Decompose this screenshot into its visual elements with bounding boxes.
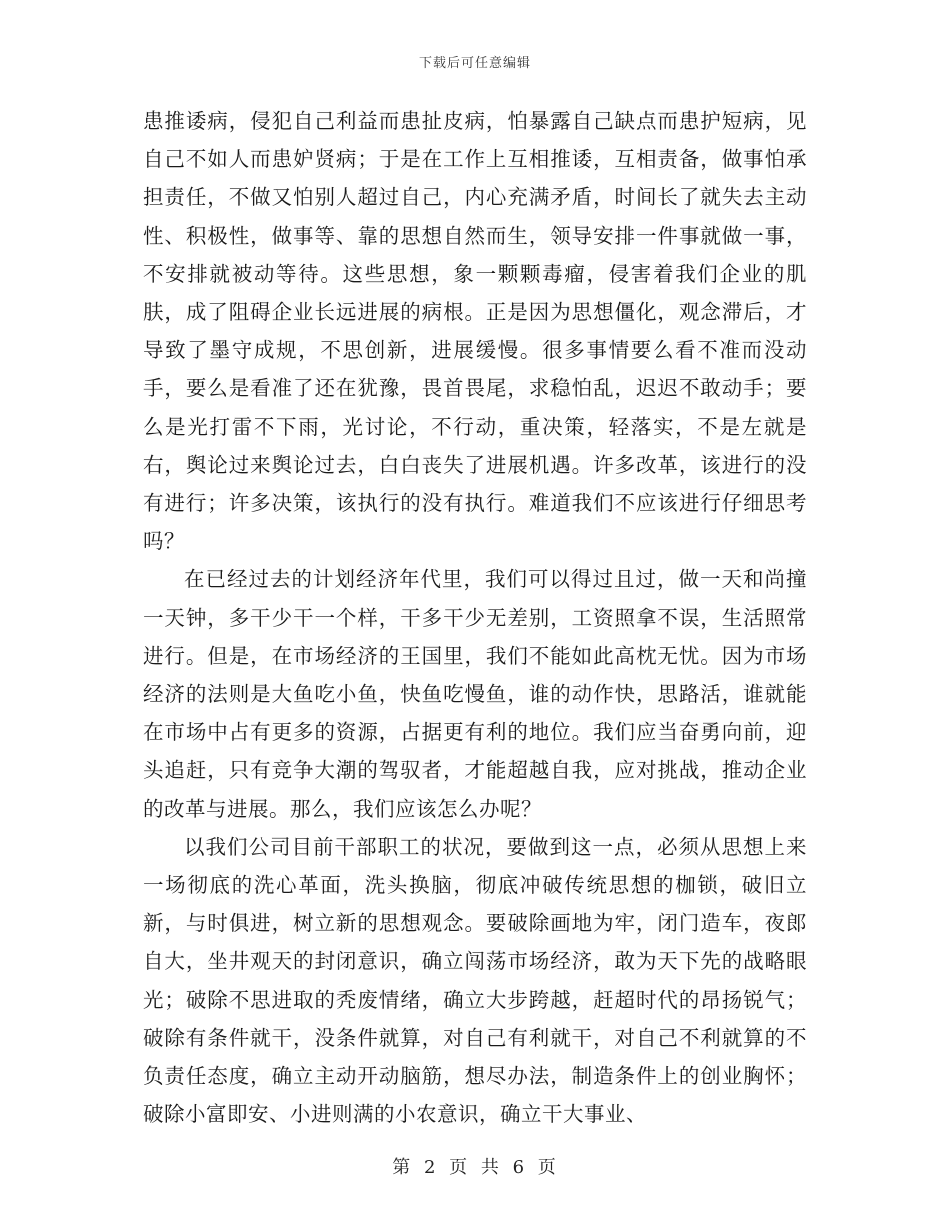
document-body xyxy=(143,102,807,1133)
footer-prefix: 第 xyxy=(392,1157,413,1178)
footer-current-page: 2 xyxy=(423,1157,438,1178)
footer-page-word: 页 xyxy=(449,1157,470,1178)
footer-total-pages: 6 xyxy=(512,1157,527,1178)
footer-suffix: 页 xyxy=(537,1157,558,1178)
page-header: 下载后可任意编辑 xyxy=(418,56,531,71)
page-footer xyxy=(0,1153,950,1179)
paragraph-3: 以我们公司目前干部职工的状况，要做到这一点，必须从思想上来一场彻底的洗心革面，洗头换脑，彻底冲破传统思想的枷锁，破旧立新，与时俱进，树立新的思想观念。要破除画地为牢，闭门造车，夜郎自大，坐井观天的封闭意识，确立闯荡市场经济，敢为天下先的战略眼光；破除不思进取的秃废情绪，确立大步跨越，赶超时代的昂扬锐气；破除有条件就干，没条件就算，对自己有利就干，对自己不利就算的不负责任态度，确立主动开动脑筋，想尽办法，制造条件上的创业胸怀；破除小富即安、小进则满的小农意识，确立干大事业、 xyxy=(143,834,807,1127)
paragraph-2: 在已经过去的计划经济年代里，我们可以得过且过，做一天和尚撞一天钟，多干少干一个样，干多干少无差别，工资照拿不误，生活照常进行。但是，在市场经济的王国里，我们不能如此高枕无忧。因为市场经济的法则是大鱼吃小鱼，快鱼吃慢鱼，谁的动作快，思路活，谁就能在市场中占有更多的资源，占据更有利的地位。我们应当奋勇向前，迎头追赶，只有竞争大潮的驾驭者，才能超越自我，应对挑战，推动企业的改革与进展。那么，我们应该怎么办呢？ xyxy=(143,567,807,821)
footer-total-word: 共 xyxy=(480,1157,501,1178)
paragraph-1: 患推诿病，侵犯自己利益而患扯皮病，怕暴露自己缺点而患护短病，见自己不如人而患妒贤病；于是在工作上互相推诿，互相责备，做事怕承担责任，不做又怕别人超过自己，内心充满矛盾，时间长了就失去主动性、积极性，做事等、靠的思想自然而生，领导安排一件事就做一事，不安排就被动等待。这些思想，象一颗颗毒瘤，侵害着我们企业的肌肤，成了阻碍企业长远进展的病根。正是因为思想僵化，观念滞后，才导致了墨守成规，不思创新，进展缓慢。很多事情要么看不准而没动手，要么是看准了还在犹豫，畏首畏尾，求稳怕乱，迟迟不敢动手；要么是光打雷不下雨，光讨论，不行动，重决策，轻落实，不是左就是右，舆论过来舆论过去，白白丧失了进展机遇。许多改革，该进行的没有进行；许多决策，该执行的没有执行。难道我们不应该进行仔细思考吗？ xyxy=(143,109,807,554)
